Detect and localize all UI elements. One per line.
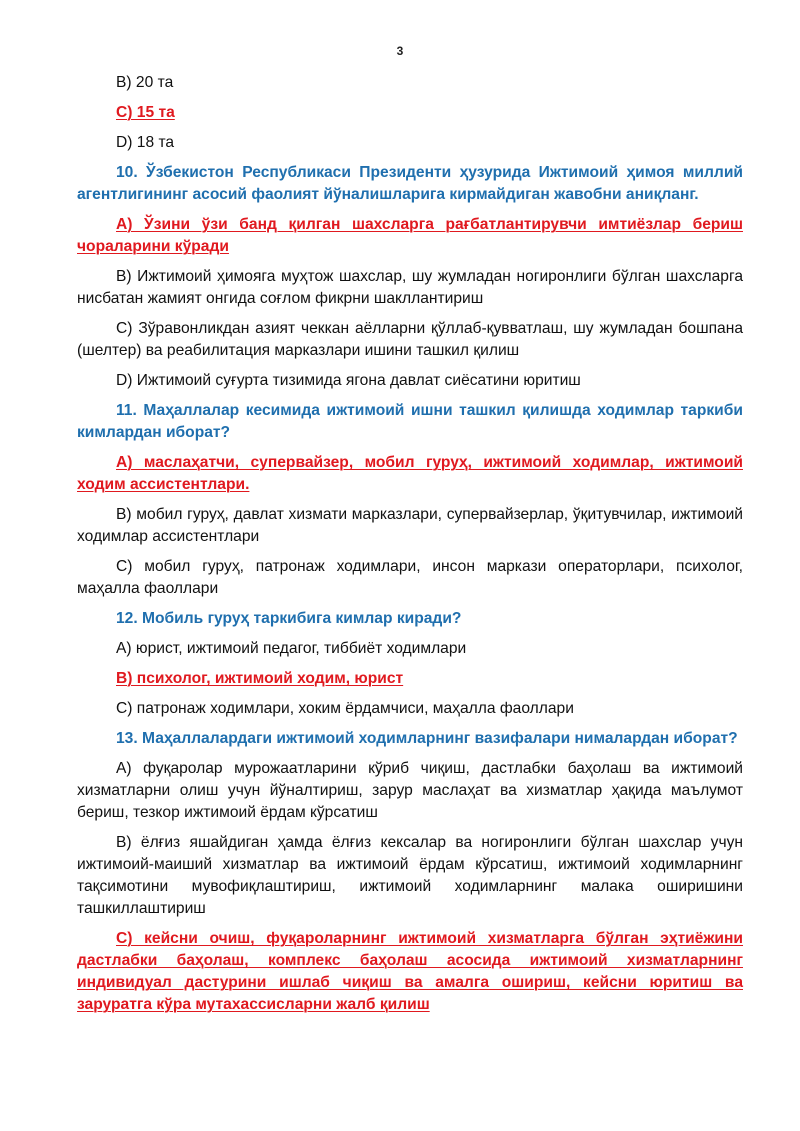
question-11: 11. Маҳаллалар кесимида ижтимоий ишни ташкил қилишда ходимлар таркиби кимлардан иборат? (77, 402, 743, 441)
correct-answer: B) психолог, ижтимоий ходим, юрист (116, 670, 404, 687)
answer-option: A) фуқаролар мурожаатларини кўриб чиқиш, дастлабки баҳолаш ва ижтимоий хизматларни олиш учун йўналтириш, зарур маслаҳат ва хизматлар ҳақида маълумот бериш, тезкор ижтимоий ёрдам кўрсатиш (77, 760, 743, 821)
answer-option: C) патронаж ходимлари, хоким ёрдамчиси, маҳалла фаоллари (116, 700, 574, 717)
correct-answer: A) Ўзини ўзи банд қилган шахсларга рағбатлантирувчи имтиёзлар бериш чораларини кўради (77, 216, 743, 255)
answer-option: B) мобил гуруҳ, давлат хизмати марказлари, супервайзерлар, ўқитувчилар, ижтимоий ходимлар ассистентлари (77, 506, 743, 545)
page-number: 3 (396, 44, 404, 58)
question-10: 10. Ўзбекистон Республикаси Президенти ҳузурида Ижтимоий ҳимоя миллий агентлигининг асосий фаолият йўналишларига кирмайдиган жавобни аниқланг. (77, 164, 743, 203)
correct-answer: C) кейсни очиш, фуқароларнинг ижтимоий хизматларга бўлган эҳтиёжини дастлабки баҳолаш, комплекс баҳолаш асосида ижтимоий хизматларнинг индивидуал дастурини ишлаб чиқиш ва амалга ошириш, кейсни юритиш ва заруратга кўра мутахассисларни жалб қилиш (77, 930, 743, 1013)
correct-answer: C) 15 та (116, 104, 175, 121)
answer-option: B) Ижтимоий ҳимояга муҳтож шахслар, шу жумладан ногиронлиги бўлган шахсларга нисбатан жамият онгида соғлом фикрни шакллантириш (77, 268, 743, 307)
question-12: 12. Мобиль гуруҳ таркибига кимлар киради? (116, 610, 462, 627)
document-body (77, 72, 743, 1024)
answer-option: C) Зўравонликдан азият чеккан аёлларни қўллаб-қувватлаш, шу жумладан бошпана (шелтер) ва реабилитация марказлари ишини ташкил қилиш (77, 320, 743, 359)
answer-option: C) мобил гуруҳ, патронаж ходимлари, инсон маркази операторлари, психолог, маҳалла фаоллари (77, 558, 743, 597)
answer-option: D) 18 та (116, 134, 175, 151)
answer-option: B) ёлғиз яшайдиган ҳамда ёлғиз кексалар ва ногиронлиги бўлган шахслар учун ижтимоий-маиший хизматлар ва ижтимоий ёрдам кўрсатиш, ижтимоий ходимларнинг тақсимотини мувофиқлаштириш, ижтимоий ходимларнинг малака оширишини ташкиллаштириш (77, 834, 743, 917)
answer-option: B) 20 та (116, 74, 174, 91)
question-13: 13. Маҳаллалардаги ижтимоий ходимларнинг вазифалари нималардан иборат? (116, 730, 738, 747)
answer-option: D) Ижтимоий суғурта тизимида ягона давлат сиёсатини юритиш (116, 372, 581, 389)
correct-answer: A) маслаҳатчи, супервайзер, мобил гуруҳ, ижтимоий ходимлар, ижтимоий ходим ассистентлари. (77, 454, 743, 493)
answer-option: A) юрист, ижтимоий педагог, тиббиёт ходимлари (116, 640, 467, 657)
